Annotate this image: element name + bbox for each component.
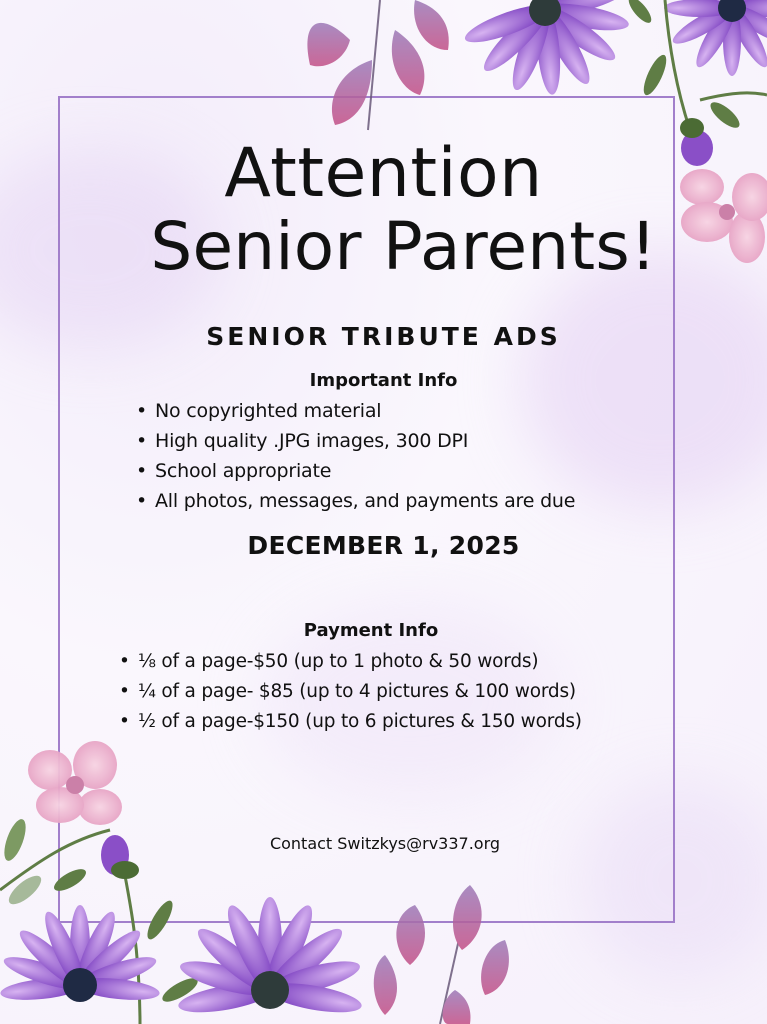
list-item: • ⅛ of a page-$50 (up to 1 photo & 50 words) [138,647,582,677]
leaf-sprig-bottom [374,885,509,1024]
list-item: • ½ of a page-$150 (up to 6 pictures & 150 words) [138,707,582,737]
contact-info: Contact Switzkys@rv337.org [269,834,501,853]
list-item: • ¼ of a page- $85 (up to 4 pictures & 100 words) [138,677,582,707]
leaf-sprig-top [307,0,448,130]
title-line-1: Attention [224,134,543,213]
purple-daisy-top-right [664,0,767,76]
payment-info-heading: Payment Info [303,620,439,641]
important-info-list [155,396,575,516]
subheading: SENIOR TRIBUTE ADS [206,322,561,351]
list-item: • High quality .JPG images, 300 DPI [155,426,575,456]
list-item: • School appropriate [155,456,575,486]
purple-daisy-top [461,0,630,96]
pink-flower-bottom-left [28,741,122,825]
important-info-heading: Important Info [309,370,458,391]
title-line-2: Senior Parents! [150,208,657,285]
purple-daisy-bottom-center [176,897,363,1018]
deadline-date: DECEMBER 1, 2025 [247,531,520,560]
list-item: • All photos, messages, and payments are due [155,486,575,516]
payment-info-list [138,647,582,737]
list-item: • No copyrighted material [155,396,575,426]
